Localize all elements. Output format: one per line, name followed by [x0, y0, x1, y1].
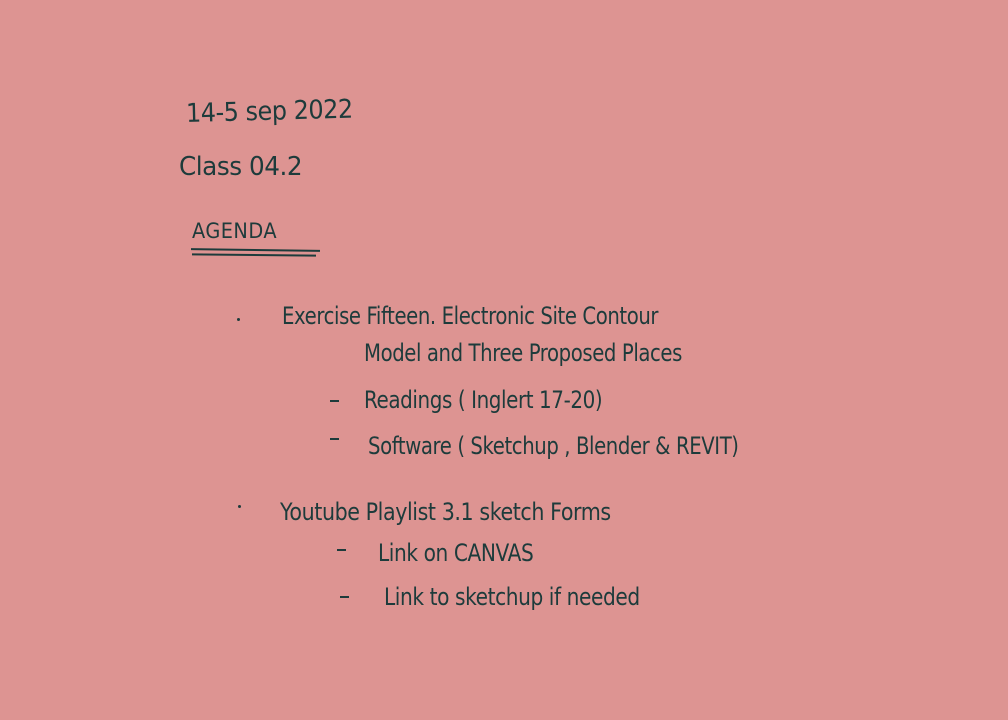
agenda-item-exercise-continued: Model and Three Proposed Places [364, 339, 682, 367]
dash-marker [330, 438, 339, 440]
dash-marker [330, 400, 339, 402]
heading-underline [191, 248, 320, 252]
subitem-sketchup-link: Link to sketchup if needed [384, 583, 640, 611]
subitem-canvas-link: Link on CANVAS [378, 539, 534, 567]
subitem-software: Software ( Sketchup , Blender & REVIT) [368, 432, 739, 460]
bullet-dot [238, 505, 241, 508]
date-text: 14-5 sep 2022 [185, 94, 354, 129]
class-label: Class 04.2 [179, 152, 303, 182]
heading-underline-second [192, 253, 316, 256]
agenda-item-youtube: Youtube Playlist 3.1 sketch Forms [280, 498, 611, 526]
dash-marker [340, 596, 349, 598]
agenda-heading: AGENDA [192, 219, 278, 243]
agenda-item-exercise: Exercise Fifteen. Electronic Site Contour [282, 302, 659, 330]
subitem-readings: Readings ( Inglert 17-20) [364, 386, 603, 414]
bullet-dot [237, 318, 240, 321]
dash-marker [337, 549, 346, 551]
